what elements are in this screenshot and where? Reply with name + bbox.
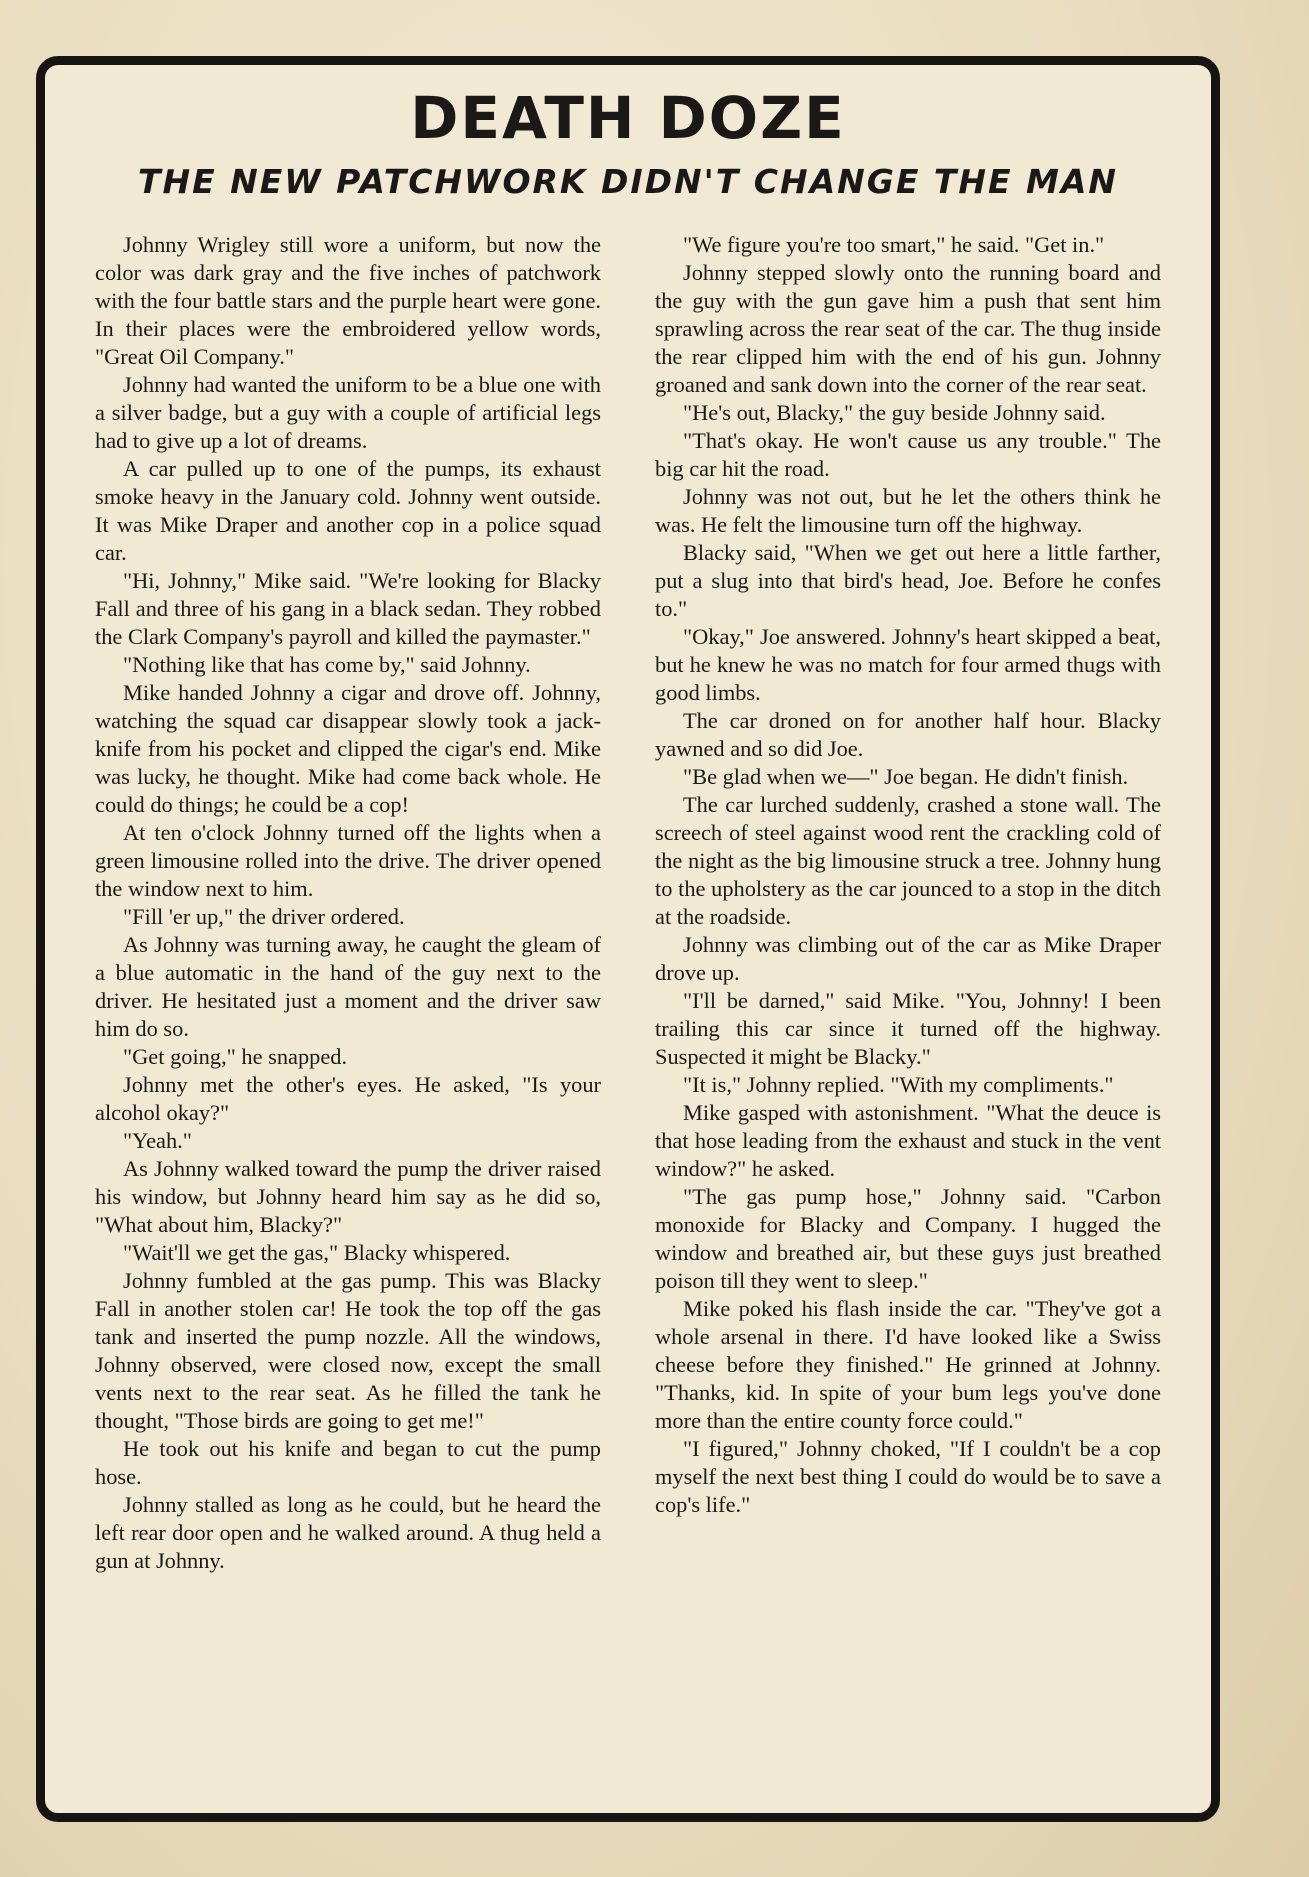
story-title: DEATH DOZE (410, 84, 846, 152)
paragraph: Mike handed Johnny a cigar and drove off. Johnny, watching the squad car disappear slowly took a jack-knife from his pocket and clipped the cigar's end. Mike was lucky, he thought. Mike had come back whole. He could do things; he could be a cop! (95, 680, 601, 817)
paragraph: "I figured," Johnny choked, "If I couldn't be a cop myself the next best thing I could do would be to save a cop's life." (655, 1436, 1161, 1517)
paragraph: Johnny stalled as long as he could, but he heard the left rear door open and he walked around. A thug held a gun at Johnny. (95, 1492, 601, 1573)
paragraph: Johnny Wrigley still wore a uniform, but now the color was dark gray and the five inches of patchwork with the four battle stars and the purple heart were gone. In their places were the embroidered yellow words, "Great Oil Company." (95, 232, 601, 369)
paragraph: "Okay," Joe answered. Johnny's heart skipped a beat, but he knew he was no match for four armed thugs with good limbs. (655, 624, 1161, 705)
paragraph: Johnny was not out, but he let the others think he was. He felt the limousine turn off the highway. (655, 484, 1161, 537)
paragraph: As Johnny was turning away, he caught the gleam of a blue automatic in the hand of the guy next to the driver. He hesitated just a moment and the driver saw him do so. (95, 932, 601, 1041)
paragraph: Johnny was climbing out of the car as Mike Draper drove up. (655, 932, 1161, 985)
paragraph: "He's out, Blacky," the guy beside Johnny said. (683, 400, 1106, 425)
paragraph: "Get going," he snapped. (123, 1044, 348, 1069)
paragraph: Johnny had wanted the uniform to be a blue one with a silver badge, but a guy with a couple of artificial legs had to give up a lot of dreams. (95, 372, 601, 453)
paragraph: "Nothing like that has come by," said Johnny. (123, 652, 531, 677)
paragraph: "Hi, Johnny," Mike said. "We're looking for Blacky Fall and three of his gang in a black sedan. They robbed the Clark Company's payroll and killed the paymaster." (95, 568, 601, 649)
paragraph: A car pulled up to one of the pumps, its exhaust smoke heavy in the January cold. Johnny went outside. It was Mike Draper and another cop in a police squad car. (95, 456, 601, 565)
paragraph: Mike poked his flash inside the car. "They've got a whole arsenal in there. I'd have looked like a Swiss cheese before they finished." He grinned at Johnny. "Thanks, kid. In spite of your bum legs you've done more than the entire county force could." (655, 1296, 1161, 1433)
paragraph: Johnny stepped slowly onto the running board and the guy with the gun gave him a push that sent him sprawling across the rear seat of the car. The thug inside the rear clipped him with the end of his gun. Johnny groaned and sank down into the corner of the rear seat. (655, 260, 1161, 397)
story-panel (36, 56, 1220, 1822)
paragraph: "We figure you're too smart," he said. "Get in." (683, 232, 1105, 257)
paragraph: He took out his knife and began to cut the pump hose. (95, 1436, 601, 1489)
paragraph: "I'll be darned," said Mike. "You, Johnny! I been trailing this car since it turned off the highway. Suspected it might be Blacky." (655, 988, 1161, 1069)
paragraph: "Fill 'er up," the driver ordered. (123, 904, 405, 929)
paragraph: As Johnny walked toward the pump the driver raised his window, but Johnny heard him say as he did so, "What about him, Blacky?" (95, 1156, 601, 1237)
paragraph: "It is," Johnny replied. "With my compliments." (683, 1072, 1114, 1097)
story-subtitle: THE NEW PATCHWORK DIDN'T CHANGE THE MAN (137, 162, 1119, 201)
paragraph: The car droned on for another half hour. Blacky yawned and so did Joe. (655, 708, 1161, 761)
paragraph: Johnny fumbled at the gas pump. This was Blacky Fall in another stolen car! He took the top off the gas tank and inserted the pump nozzle. All the windows, Johnny observed, were closed now, except the small vents next to the rear seat. As he filled the tank he thought, "Those birds are going to get me!" (95, 1268, 601, 1433)
paragraph: Johnny met the other's eyes. He asked, "Is your alcohol okay?" (95, 1072, 601, 1125)
paragraph: Mike gasped with astonishment. "What the deuce is that hose leading from the exhaust and stuck in the vent window?" he asked. (655, 1100, 1161, 1181)
paragraph: "Yeah." (123, 1128, 192, 1153)
paragraph: "The gas pump hose," Johnny said. "Carbon monoxide for Blacky and Company. I hugged the window and breathed air, but these guys just breathed poison till they went to sleep." (655, 1184, 1161, 1293)
right-column (655, 231, 1161, 1519)
paragraph: Blacky said, "When we get out here a little farther, put a slug into that bird's head, Joe. Before he confes to." (655, 540, 1161, 621)
left-column (95, 231, 601, 1575)
paragraph: "That's okay. He won't cause us any trouble." The big car hit the road. (655, 428, 1161, 481)
paragraph: "Wait'll we get the gas," Blacky whispered. (123, 1240, 511, 1265)
paragraph: The car lurched suddenly, crashed a stone wall. The screech of steel against wood rent the crackling cold of the night as the big limousine struck a tree. Johnny hung to the upholstery as the car jounced to a stop in the ditch at the roadside. (655, 792, 1161, 929)
paragraph: "Be glad when we—" Joe began. He didn't finish. (683, 764, 1129, 789)
paragraph: At ten o'clock Johnny turned off the lights when a green limousine rolled into the drive. The driver opened the window next to him. (95, 820, 601, 901)
